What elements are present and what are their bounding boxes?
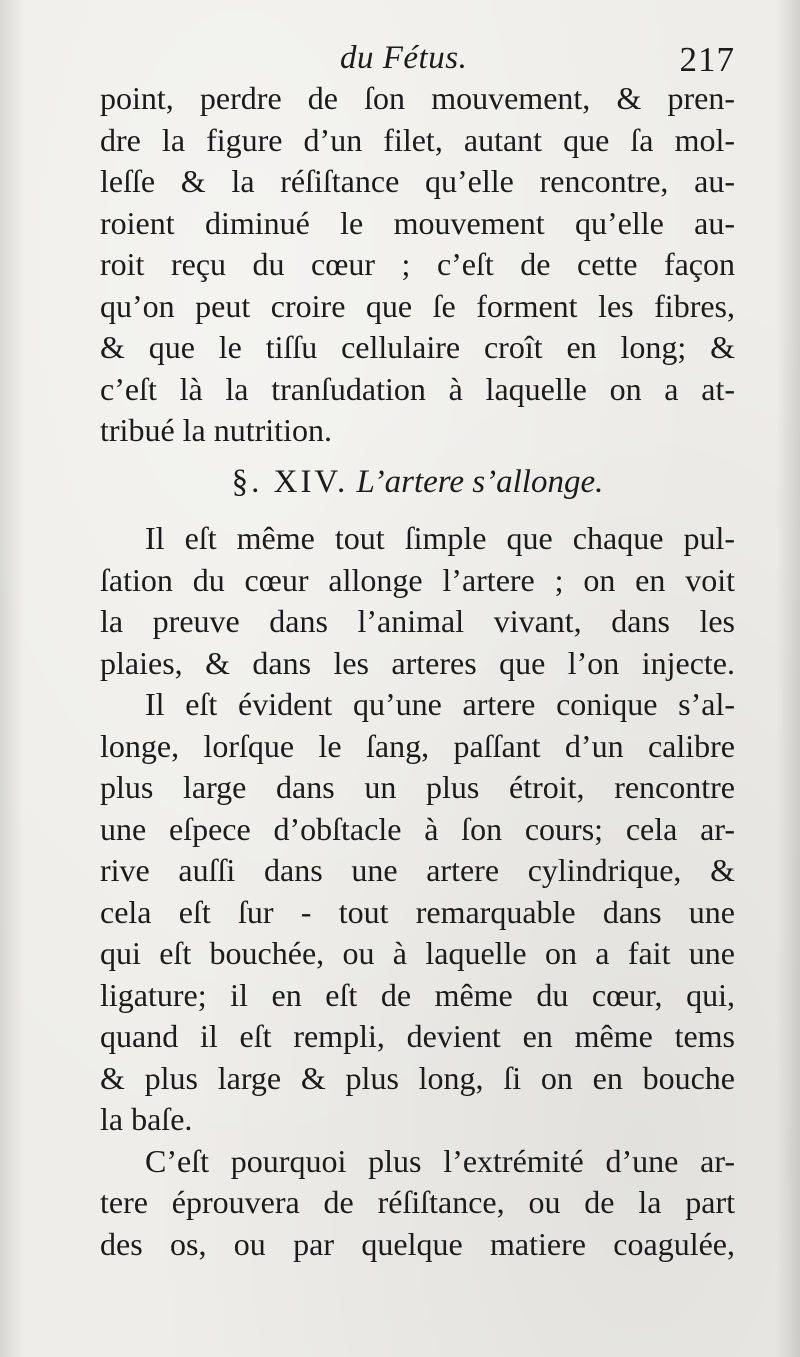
- page-number: 217: [679, 40, 735, 79]
- section-caption: L’artere s’allonge.: [356, 464, 604, 500]
- text-line: roit reçu du cœur ; c’eſt de cette façon: [100, 246, 735, 282]
- left-page-edge: [0, 0, 24, 1357]
- text-line: des os, ou par quelque matiere coagulée,: [100, 1225, 735, 1262]
- text-line: & plus large & plus long, ſi on en bouche: [100, 1059, 735, 1096]
- text-line: plus large dans un plus étroit, rencontre: [100, 769, 735, 805]
- text-line: la preuve dans l’animal vivant, dans les: [100, 603, 735, 639]
- text-line: leſſe & la réſiſtance qu’elle rencontre, au-: [100, 163, 735, 199]
- text-line: tere éprouvera de réſiſtance, ou de la part: [100, 1184, 735, 1220]
- text-line: quand il eſt rempli, devient en même tems: [100, 1018, 735, 1054]
- text-line: point, perdre de ſon mouvement, & pren-: [100, 80, 735, 116]
- text-line: & que le tiſſu cellulaire croît en long; &: [100, 329, 735, 365]
- text-line: roient diminué le mouvement qu’elle au-: [100, 204, 735, 241]
- text-line: plaies, & dans les arteres que l’on injecte.: [100, 644, 735, 681]
- text-line: ſation du cœur allonge l’artere ; on en voit: [100, 561, 735, 598]
- paragraph-continued: [100, 78, 735, 452]
- text-line: C’eſt pourquoi plus l’extrémité d’une ar-: [145, 1142, 735, 1179]
- text-line: Il eſt même tout ſimple que chaque pul-: [145, 520, 735, 556]
- text-line: Il eſt évident qu’une artere conique s’al-: [145, 686, 735, 722]
- section-number: §. XIV.: [231, 464, 349, 500]
- running-title: du Fétus.: [340, 40, 468, 76]
- text-line: cela eſt ſur - tout remarquable dans une: [100, 893, 735, 930]
- text-line: la baſe.: [100, 1101, 193, 1137]
- running-head: [100, 38, 735, 82]
- text-line: qu’on peut croire que ſe forment les fibres,: [100, 287, 735, 324]
- section-heading: [100, 460, 735, 504]
- text-line: rive auſſi dans une artere cylindrique, &: [100, 852, 735, 888]
- text-line: c’eſt là la tranſudation à laquelle on a at-: [100, 370, 735, 407]
- text-line: ligature; il en eſt de même du cœur, qui,: [100, 976, 735, 1013]
- text-line: longe, lorſque le ſang, paſſant d’un calibre: [100, 727, 735, 764]
- right-page-edge: [776, 0, 800, 1357]
- text-line: dre la figure d’un filet, autant que ſa mol-: [100, 121, 735, 158]
- text-line: tribué la nutrition.: [100, 412, 332, 448]
- text-line: une eſpece d’obſtacle à ſon cours; cela ar-: [100, 810, 735, 847]
- section-body: [100, 518, 735, 1265]
- text-line: qui eſt bouchée, ou à laquelle on a fait une: [100, 935, 735, 971]
